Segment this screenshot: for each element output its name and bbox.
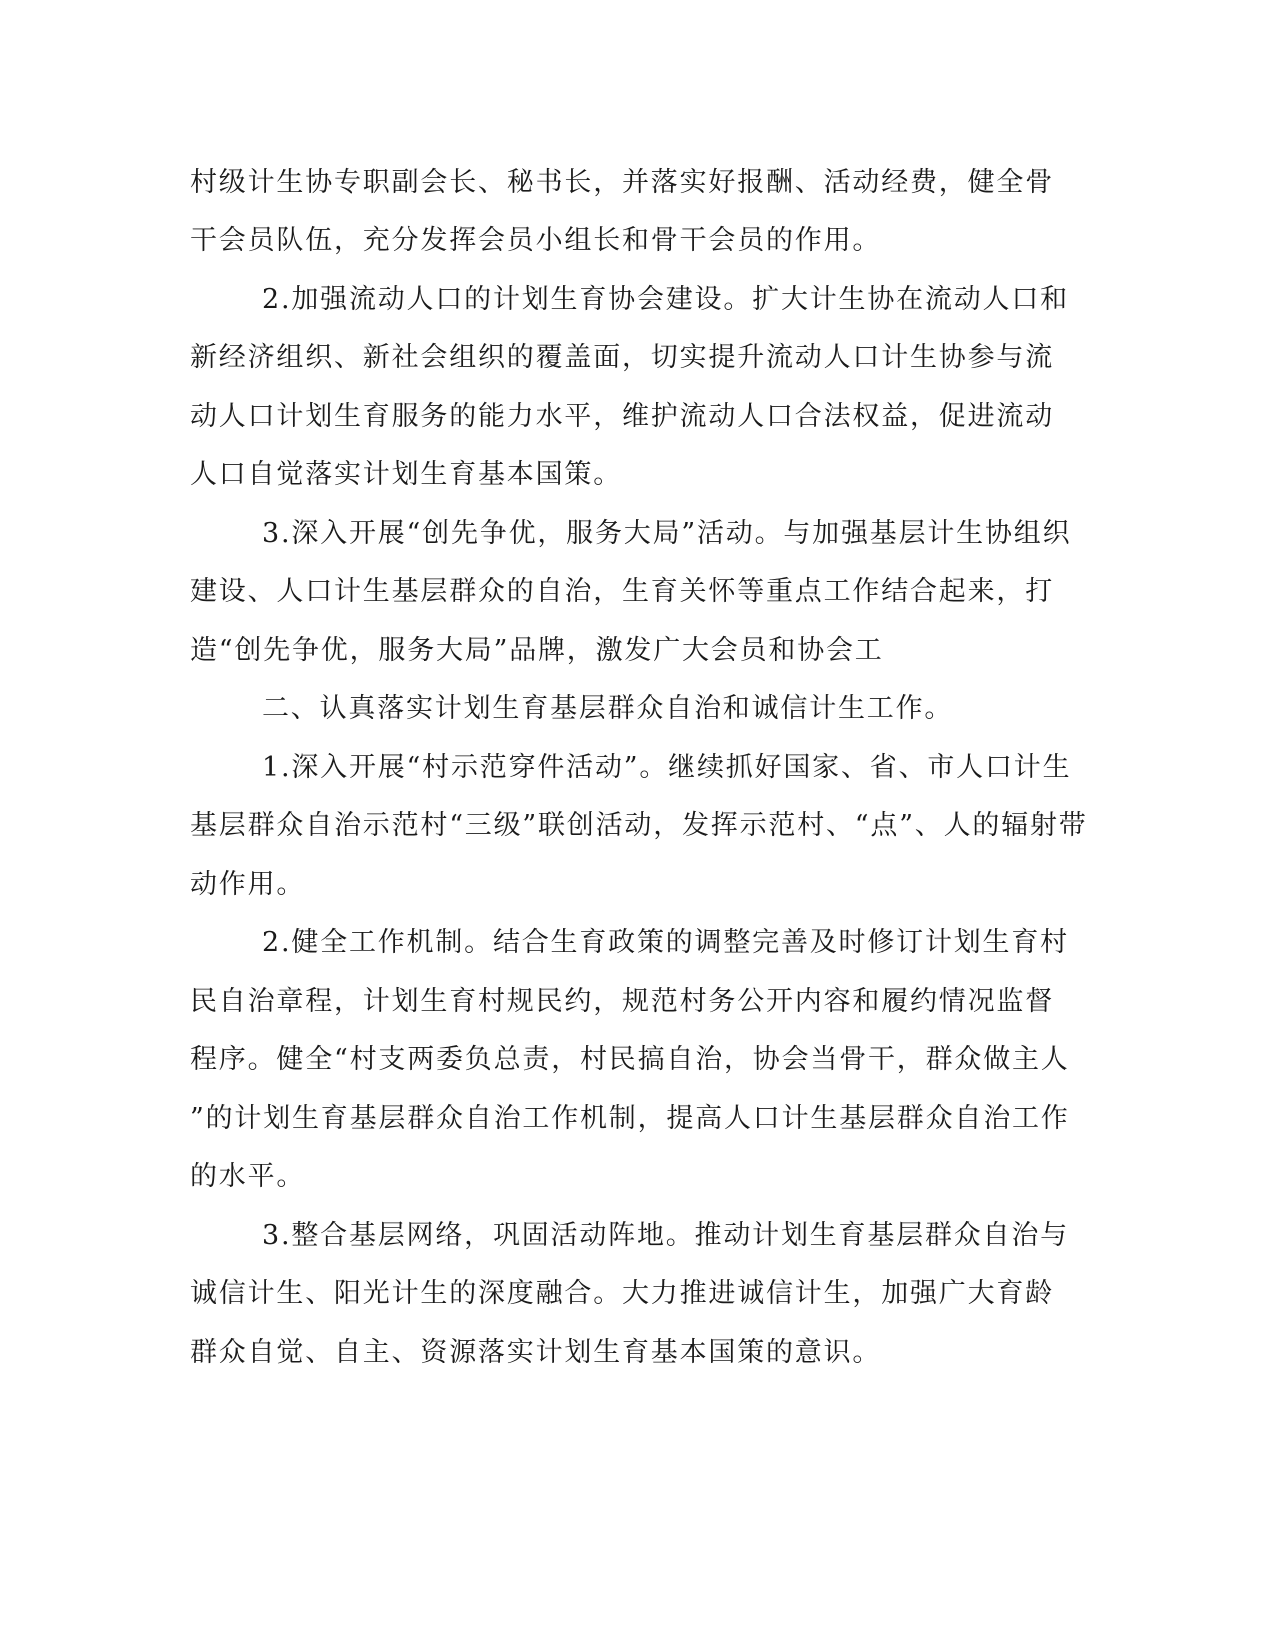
- text-line: ”的计划生育基层群众自治工作机制，提高人口计生基层群众自治工作: [190, 1103, 1070, 1134]
- text-line: 程序。健全“村支两委负总责，村民搞自治，协会当骨干，群众做主人: [190, 1044, 1070, 1075]
- text-line: 造“创先争优，服务大局”品牌，激发广大会员和协会工: [190, 635, 884, 666]
- text-line: 新经济组织、新社会组织的覆盖面，切实提升流动人口计生协参与流: [190, 342, 1054, 373]
- paragraph-start-line: 2.加强流动人口的计划生育协会建设。扩大计生协在流动人口和: [262, 284, 1069, 315]
- paragraph-start-line: 3.整合基层网络，巩固活动阵地。推动计划生育基层群众自治与: [262, 1220, 1069, 1251]
- section-heading: 二、认真落实计划生育基层群众自治和诚信计生工作。: [262, 693, 954, 724]
- text-line: 人口自觉落实计划生育基本国策。: [190, 459, 622, 490]
- text-line: 干会员队伍，充分发挥会员小组长和骨干会员的作用。: [190, 225, 882, 256]
- text-line: 群众自觉、自主、资源落实计划生育基本国策的意识。: [190, 1337, 882, 1368]
- paragraph-start-line: 3.深入开展“创先争优，服务大局”活动。与加强基层计生协组织: [262, 518, 1072, 549]
- text-line: 动作用。: [190, 869, 306, 900]
- text-line: 动人口计划生育服务的能力水平，维护流动人口合法权益，促进流动: [190, 401, 1054, 432]
- text-line: 基层群众自治示范村“三级”联创活动，发挥示范村、“点”、人的辐射带: [190, 810, 1088, 841]
- paragraph-start-line: 2.健全工作机制。结合生育政策的调整完善及时修订计划生育村: [262, 927, 1069, 958]
- text-line: 的水平。: [190, 1161, 306, 1192]
- paragraph-start-line: 1.深入开展“村示范穿件活动”。继续抓好国家、省、市人口计生: [262, 752, 1072, 783]
- text-line: 村级计生协专职副会长、秘书长，并落实好报酬、活动经费，健全骨: [190, 167, 1054, 198]
- text-line: 诚信计生、阳光计生的深度融合。大力推进诚信计生，加强广大育龄: [190, 1278, 1054, 1309]
- text-line: 民自治章程，计划生育村规民约，规范村务公开内容和履约情况监督: [190, 986, 1054, 1017]
- text-line: 建设、人口计生基层群众的自治，生育关怀等重点工作结合起来，打: [190, 576, 1054, 607]
